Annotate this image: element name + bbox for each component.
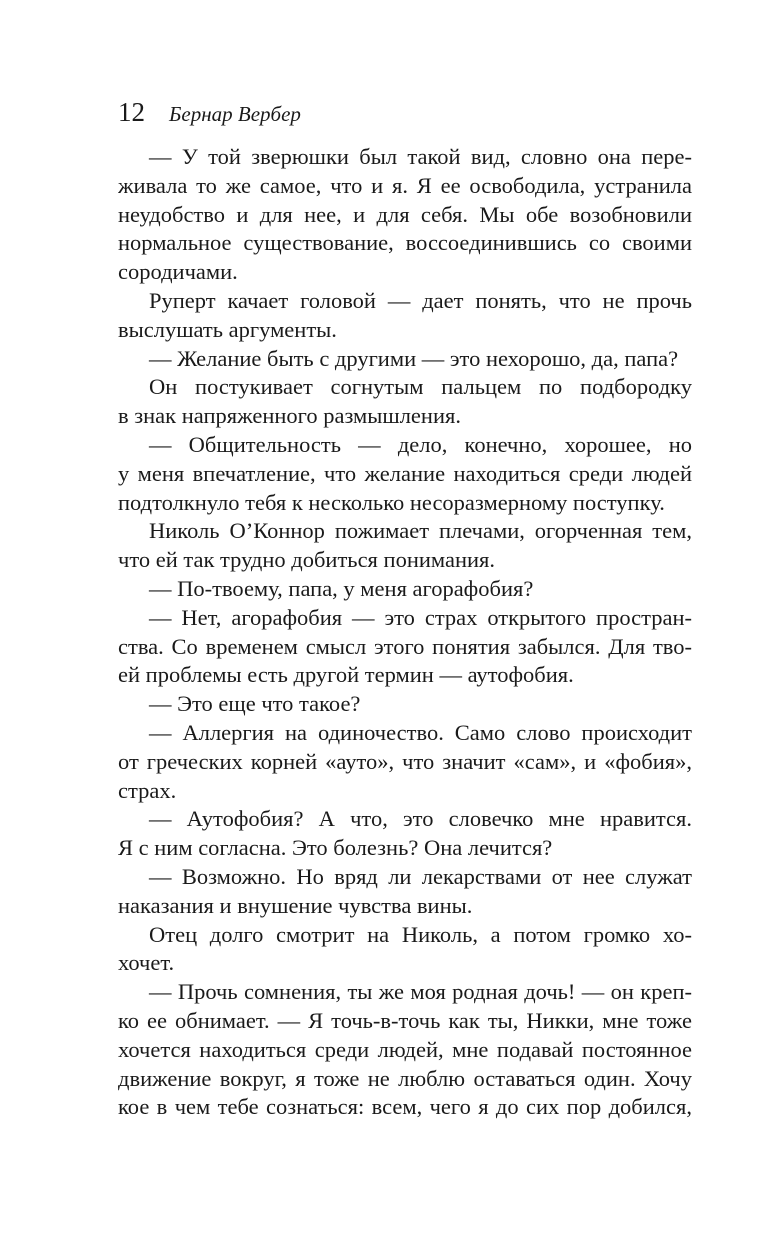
text-line: — Нет, агорафобия — это страх открытого простран- [149,604,692,630]
text-line: Я с ним согласна. Это болезнь? Она лечится? [118,835,553,861]
text-line: — Прочь сомнения, ты же моя родная дочь! — он креп- [149,979,692,1005]
text-line: в знак напряженного размышления. [118,403,461,429]
text-line: Он постукивает согнутым пальцем по подбородку [149,374,692,400]
running-header [118,96,692,128]
text-line: Руперт качает головой — дает понять, что не прочь [149,287,692,313]
text-line: подтолкнуло тебя к несколько несоразмерному поступку. [118,489,665,515]
text-line: ей проблемы есть другой термин — аутофобия. [118,662,574,688]
paragraph [118,287,692,345]
text-line: у меня впечатление, что желание находиться среди людей [118,460,692,486]
text-line: нормальное существование, воссоединившись со своими [118,230,692,256]
paragraph [118,690,692,719]
paragraph [118,345,692,374]
text-line: ко ее обнимает. — Я точь-в-точь как ты, Никки, мне тоже [118,1007,692,1033]
text-line: — По-твоему, папа, у меня агорафобия? [149,575,534,601]
text-line: живала то же самое, что и я. Я ее освободила, устранила [118,172,692,198]
text-line: Николь О’Коннор пожимает плечами, огорченная тем, [149,518,692,544]
body-text [118,143,692,1122]
text-line: хочет. [118,950,175,976]
paragraph [118,863,692,921]
paragraph [118,805,692,863]
text-line: — Аллергия на одиночество. Само слово происходит [149,719,692,745]
text-line: кое в чем тебе сознаться: всем, чего я до сих пор добился, [118,1094,692,1120]
paragraph [118,517,692,575]
text-line: выслушать аргументы. [118,316,337,342]
text-line: неудобство и для нее, и для себя. Мы обе возобновили [118,201,692,227]
paragraph [118,978,692,1122]
text-line: от греческих корней «ауто», что значит «сам», и «фобия», [118,748,692,774]
text-line: хочется находиться среди людей, мне подавай постоянное [118,1036,692,1062]
text-line: — Аутофобия? А что, это словечко мне нравится. [149,806,692,832]
text-line: что ей так трудно добиться понимания. [118,547,496,573]
text-line: — Общительность — дело, конечно, хорошее, но [149,431,692,457]
paragraph [118,373,692,431]
paragraph [118,431,692,517]
paragraph [118,921,692,979]
paragraph [118,575,692,604]
paragraph [118,143,692,287]
text-line: Отец долго смотрит на Николь, а потом громко хо- [149,921,692,947]
text-line: — Это еще что такое? [149,691,361,717]
text-line: движение вокруг, я тоже не люблю оставаться один. Хочу [118,1065,692,1091]
text-line: — Желание быть с другими — это нехорошо, да, папа? [149,345,679,371]
text-line: — У той зверюшки был такой вид, словно она пере- [149,144,692,169]
text-line: ства. Со временем смысл этого понятия забылся. Для тво- [118,633,692,659]
text-line: — Возможно. Но вряд ли лекарствами от нее служат [149,863,692,889]
text-line: сородичами. [118,259,238,285]
text-line: страх. [118,777,177,803]
paragraph [118,604,692,690]
page-number: 12 [118,97,145,127]
text-line: наказания и внушение чувства вины. [118,892,473,918]
paragraph [118,719,692,805]
author-name: Бернар Вербер [169,102,301,126]
